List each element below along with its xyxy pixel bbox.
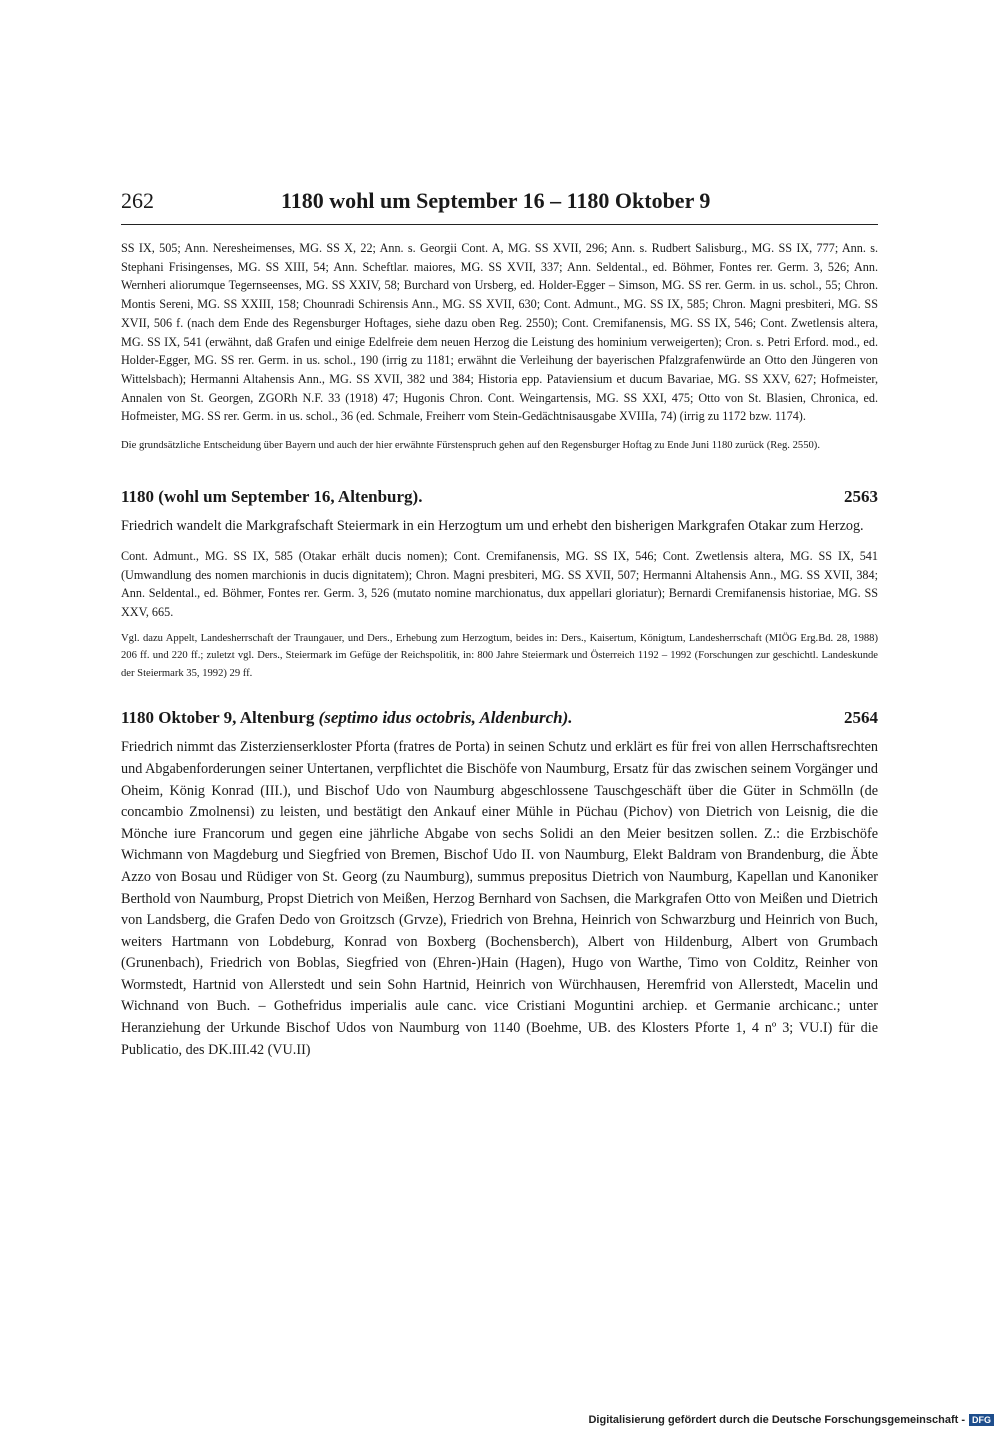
entry-2564-date-plain: 1180 Oktober 9, Altenburg: [121, 708, 319, 728]
document-page: [121, 188, 878, 1061]
entry-2564-regest: Friedrich nimmt das Zisterzienserkloster Pforta (fratres de Porta) in seinen Schutz und erklärt es für frei von allen Herrschaftsrechten und Abgabenforderungen seiner Untertanen, verpflichtet die Bischöfe von Naumburg, Ersatz für das zwischen seinem Vorgänger und Oheim, König Konrad (III.), und Bischof Udo von Naumburg abgeschlossene Tauschgeschäft über die Güter in Schmölln (de concambio Zmolnensi) zu leisten, und bestätigt den Ankauf einer Mühle in Püchau (Pichov) von Dietrich von Leisnig, die die Mönche iure Francorum und gegen eine jährliche Abgabe von sechs Solidi an den Meier besitzen sollen. Z.: die Erzbischöfe Wichmann von Magdeburg und Siegfried von Bremen, Bischof Udo II. von Naumburg, Elekt Baldram von Brandenburg, die Äbte Azzo von Bosau und Rüdiger von St. Georg (zu Naumburg), summus prepositus Dietrich von Naumburg, Kapellan und Kanoniker Berthold von Naumburg, Propst Dietrich von Meißen, Herzog Bernhard von Sachsen, die Markgrafen Otto von Meißen und Dietrich von Landsberg, die Grafen Dedo von Groitzsch (Grvze), Friedrich von Brehna, Heinrich von Schwarzburg und Heinrich von Buch, weiters Hartmann von Lobdeburg, Konrad von Boxberg (Bochensberch), Albert von Hildenburg, Albert von Grumbach (Grunenbach), Friedrich von Boblas, Siegfried von (Ehren-)Hain (Hagen), Hugo von Warthe, Timo von Colditz, Reinher von Wormstedt, Hartnid von Allerstedt und sein Sohn Hartnid, Heinrich von Würchhausen, Heremfrid von Allerstedt, Macelin und Wichnand von Buch. – Gothefridus imperialis aule canc. vice Cristiani Moguntini archiep. et Germanie archicanc.; unter Heranziehung der Urkunde Bischof Udos von Naumburg von 1140 (Boehme, UB. des Klosters Pforte 1, 4 nº 3; VU.I) für die Publicatio, des DK.III.42 (VU.II): [121, 739, 878, 1058]
entry-2563-heading: [121, 487, 878, 507]
page-number: 262: [121, 188, 154, 213]
entry-2563-sources: Cont. Admunt., MG. SS IX, 585 (Otakar erhält ducis nomen); Cont. Cremifanensis, MG. SS IX, 546; Cont. Zwetlensis altera, MG. SS IX, 541 (Umwandlung des nomen marchionis in ducis dignitatem); Chron. Magni presbiteri, MG. SS XVII, 507; Hermanni Altahensis Ann., MG. SS XVII, 384; Ann. Seldental., ed. Böhmer, Fontes rer. Germ. 3, 526 (mutato nomine marchionatus, dux appellari gloriatur); Bernardi Cremifanensis historiae, MG. SS XXV, 665.: [121, 549, 878, 620]
previous-entry-sources: SS IX, 505; Ann. Neresheimenses, MG. SS X, 22; Ann. s. Georgii Cont. A, MG. SS XVII, 296; Ann. s. Rudbert Salisburg., MG. SS IX, 777; Ann. s. Stephani Frisingenses, MG. SS XIII, 54; Ann. Scheftlar. maiores, MG. SS XVII, 337; Ann. Seldental., ed. Böhmer, Fontes rer. Germ. 3, 526; Ann. Wernheri aliorumque Tegernseenses, MG. SS XXIV, 58; Burchard von Ursberg, ed. Holder-Egger – Simson, MG. SS rer. Germ. in us. schol., 55; Chron. Montis Sereni, MG. SS XXIII, 158; Chounradi Schirensis Ann., MG. SS XVII, 630; Cont. Admunt., MG. SS IX, 585; Chron. Magni presbiteri, MG. SS XVII, 506 f. (nach dem Ende des Regensburger Hoftages, siehe dazu oben Reg. 2550); Cont. Cremifanensis, MG. SS IX, 546; Cont. Zwetlensis altera, MG. SS IX, 541 (erwähnt, daß Grafen und einige Edelfreie dem neuen Herzog die Leistung des hominium verweigerten); Cron. s. Petri Erford. mod., ed. Holder-Egger, MG. SS rer. Germ. in us. schol., 190 (irrig zu 1181; erwähnt die Verleihung der bayerischen Pfalzgrafenwürde an Otto den Jüngeren von Wittelsbach); Hermanni Altahensis Ann., MG. SS XVII, 382 und 384; Historia epp. Pataviensium et ducum Bavariae, MG. SS XXV, 627; Hofmeister, Annalen von St. Georgen, ZGORh N.F. 33 (1918) 47; Hugonis Chron. Cont. Weingartensis, MG. SS XXI, 475; Otto von St. Blasien, Chronica, ed. Hofmeister, MG. SS rer. Germ. in us. schol., 36 (ed. Schmale, Freiherr vom Stein-Gedächtnisausgabe XVIIIa, 74) (irrig zu 1172 bzw. 1174).: [121, 241, 878, 424]
entry-2564-number: 2564: [844, 708, 878, 728]
entry-2563-date: 1180 (wohl um September 16, Altenburg).: [121, 486, 423, 506]
entry-2563-regest: Friedrich wandelt die Markgrafschaft Steiermark in ein Herzogtum um und erhebt den bisherigen Markgrafen Otakar zum Herzog.: [121, 517, 864, 534]
entry-2564-heading: [121, 708, 878, 728]
entry-2563-number: 2563: [844, 486, 878, 506]
entry-2564-date: [121, 708, 573, 728]
footer-text: Digitalisierung gefördert durch die Deutsche Forschungsgemeinschaft -: [588, 1414, 965, 1426]
digitization-footer: [588, 1414, 994, 1426]
entry-2563-note: Vgl. dazu Appelt, Landesherrschaft der Traungauer, und Ders., Erhebung zum Herzogtum, beides in: Ders., Kaisertum, Königtum, Landesherrschaft (MIÖG Erg.Bd. 28, 1988) 206 ff. und 220 ff.; zuletzt vgl. Ders., Steiermark im Gefüge der Reichspolitik, in: 800 Jahre Steiermark und Österreich 1192 – 1992 (Forschungen zur geschichtl. Landeskunde der Steiermark 35, 1992) 29 ff.: [121, 632, 878, 679]
entry-2564-date-italic: (septimo idus octobris, Aldenburch).: [318, 708, 573, 728]
previous-entry-note: Die grundsätzliche Entscheidung über Bayern und auch der hier erwähnte Fürstenspruch gehen auf den Regensburger Hoftag zu Ende Juni 1180 zurück (Reg. 2550).: [121, 440, 820, 452]
running-title: 1180 wohl um September 16 – 1180 Oktober 9: [281, 188, 711, 213]
dfg-logo: DFG: [969, 1414, 994, 1426]
running-header: [121, 188, 878, 225]
